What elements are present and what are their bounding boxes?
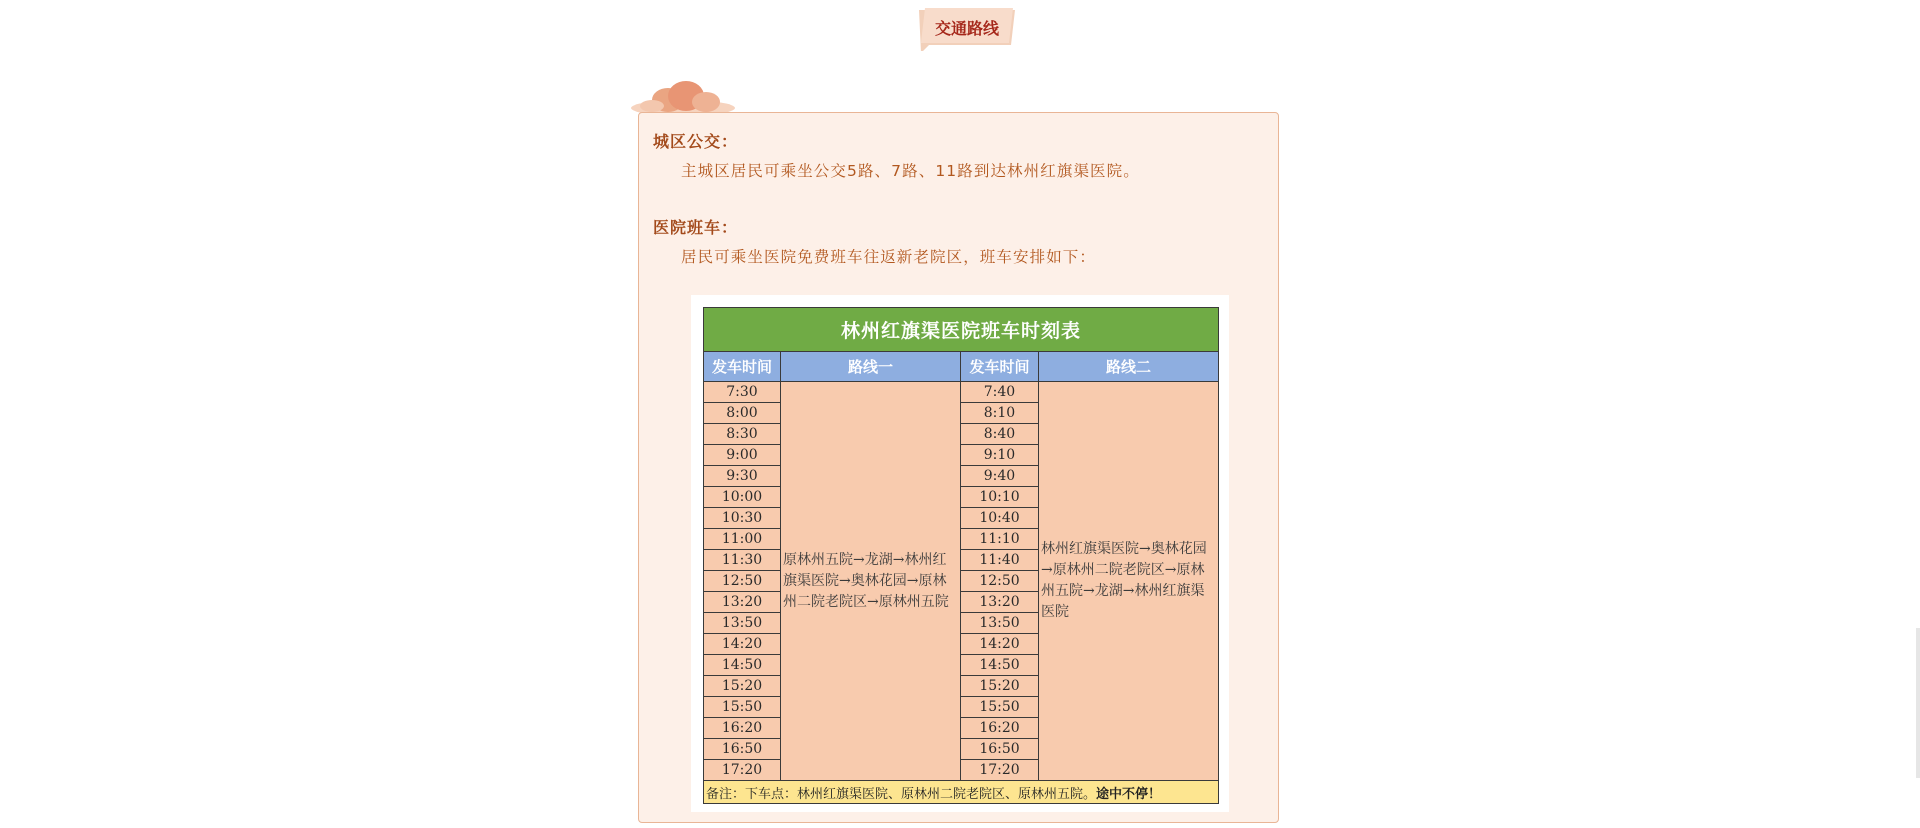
departure-time-1: 16:20 xyxy=(704,718,781,739)
departure-time-1: 15:50 xyxy=(704,697,781,718)
table-row xyxy=(704,382,1219,403)
departure-time-2: 8:10 xyxy=(961,403,1039,424)
departure-time-2: 13:50 xyxy=(961,613,1039,634)
traffic-info-panel xyxy=(638,112,1279,823)
departure-time-1: 9:00 xyxy=(704,445,781,466)
departure-time-2: 17:20 xyxy=(961,760,1039,781)
shuttle-timetable xyxy=(703,307,1219,804)
departure-time-1: 12:50 xyxy=(704,571,781,592)
departure-time-1: 13:50 xyxy=(704,613,781,634)
departure-time-1: 15:20 xyxy=(704,676,781,697)
departure-time-1: 17:20 xyxy=(704,760,781,781)
departure-time-2: 15:20 xyxy=(961,676,1039,697)
departure-time-1: 9:30 xyxy=(704,466,781,487)
departure-time-1: 7:30 xyxy=(704,382,781,403)
shuttle-heading: 医院班车： xyxy=(653,218,739,237)
departure-time-2: 13:20 xyxy=(961,592,1039,613)
departure-time-1: 10:30 xyxy=(704,508,781,529)
col-header-time-2: 发车时间 xyxy=(961,352,1039,382)
departure-time-1: 14:20 xyxy=(704,634,781,655)
col-header-time-1: 发车时间 xyxy=(704,352,781,382)
departure-time-1: 14:50 xyxy=(704,655,781,676)
col-header-route-1: 路线一 xyxy=(781,352,961,382)
route-1-description: 原林州五院→龙湖→林州红旗渠医院→奥林花园→原林州二院老院区→原林州五院 xyxy=(781,382,961,781)
section-title: 交通路线 xyxy=(934,19,999,38)
scrollbar[interactable] xyxy=(1916,628,1920,778)
departure-time-1: 13:20 xyxy=(704,592,781,613)
departure-time-2: 10:40 xyxy=(961,508,1039,529)
note-text: 备注：下车点：林州红旗渠医院、原林州二院老院区、原林州五院。 xyxy=(706,786,1097,802)
timetable-title: 林州红旗渠医院班车时刻表 xyxy=(704,308,1219,352)
departure-time-2: 15:50 xyxy=(961,697,1039,718)
shuttle-text: 居民可乘坐医院免费班车往返新老院区，班车安排如下： xyxy=(681,248,1097,266)
departure-time-2: 16:50 xyxy=(961,739,1039,760)
departure-time-2: 11:40 xyxy=(961,550,1039,571)
note-bold-text: 途中不停！ xyxy=(1096,786,1162,802)
departure-time-1: 10:00 xyxy=(704,487,781,508)
bus-heading: 城区公交： xyxy=(653,132,739,151)
departure-time-1: 8:00 xyxy=(704,403,781,424)
timetable-note xyxy=(704,781,1219,804)
bus-text: 主城区居民可乘坐公交5路、7路、11路到达林州红旗渠医院。 xyxy=(681,162,1140,180)
departure-time-2: 12:50 xyxy=(961,571,1039,592)
route-2-description: 林州红旗渠医院→奥林花园→原林州二院老院区→原林州五院→龙湖→林州红旗渠医院 xyxy=(1039,382,1219,781)
departure-time-2: 9:10 xyxy=(961,445,1039,466)
departure-time-1: 16:50 xyxy=(704,739,781,760)
section-title-tag xyxy=(911,7,1015,51)
cloud-decoration-icon xyxy=(628,78,738,114)
departure-time-2: 10:10 xyxy=(961,487,1039,508)
departure-time-1: 11:00 xyxy=(704,529,781,550)
departure-time-2: 7:40 xyxy=(961,382,1039,403)
col-header-route-2: 路线二 xyxy=(1039,352,1219,382)
departure-time-1: 8:30 xyxy=(704,424,781,445)
departure-time-2: 16:20 xyxy=(961,718,1039,739)
departure-time-2: 8:40 xyxy=(961,424,1039,445)
departure-time-2: 14:20 xyxy=(961,634,1039,655)
departure-time-1: 11:30 xyxy=(704,550,781,571)
departure-time-2: 11:10 xyxy=(961,529,1039,550)
departure-time-2: 14:50 xyxy=(961,655,1039,676)
timetable-image xyxy=(691,295,1229,812)
departure-time-2: 9:40 xyxy=(961,466,1039,487)
